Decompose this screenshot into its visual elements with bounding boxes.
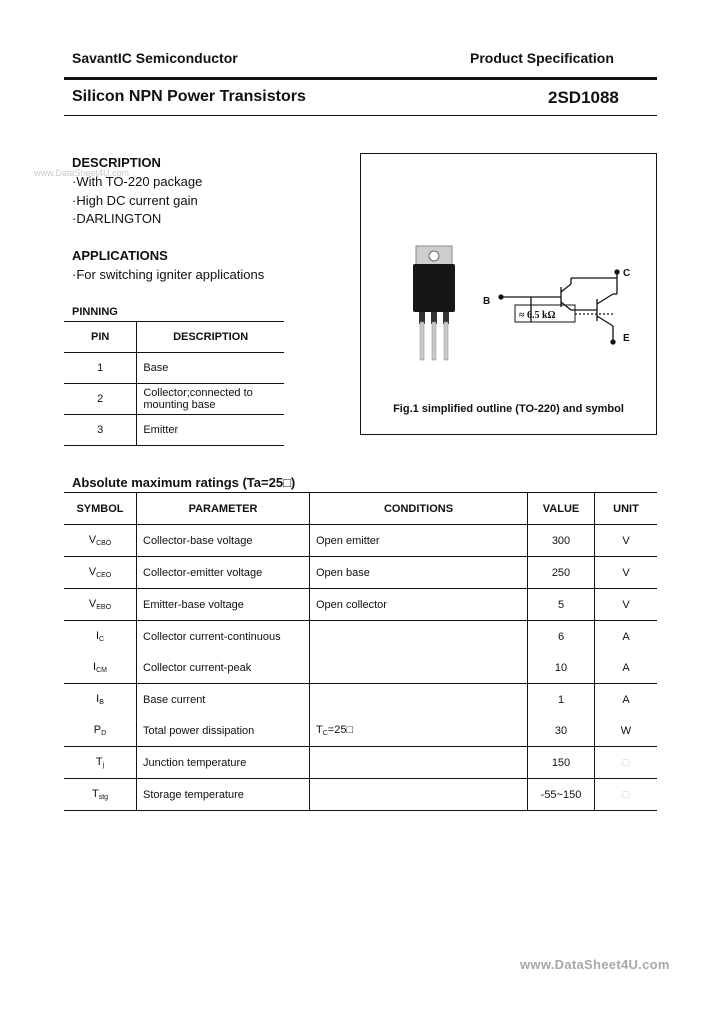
value-cell: 1 — [528, 684, 595, 716]
conditions-cell — [310, 779, 528, 811]
table-row — [64, 715, 657, 747]
pinning-title: PINNING — [72, 306, 118, 318]
value-cell: 30 — [528, 715, 595, 747]
ratings-title: Absolute maximum ratings (Ta=25□) — [72, 475, 296, 490]
table-row — [64, 684, 657, 716]
parameter-cell: Storage temperature — [137, 779, 310, 811]
description-item: ·With TO-220 package — [72, 174, 203, 189]
symbol-cell: $V_{CEO}$ — [64, 557, 137, 589]
conditions-cell — [310, 747, 528, 779]
unit-cell: A — [622, 630, 630, 643]
table-row — [64, 621, 657, 653]
applications-title: APPLICATIONS — [72, 248, 168, 263]
symbol-header: SYMBOL — [64, 493, 137, 525]
description-item: ·DARLINGTON — [72, 211, 162, 226]
unit-header: UNIT — [595, 493, 658, 525]
table-row — [64, 557, 657, 589]
parameter-cell: Collector current-peak — [137, 652, 310, 684]
pin-description: Emitter — [137, 415, 284, 446]
value-cell: -55~150 — [528, 779, 595, 811]
unit-cell: A — [595, 652, 658, 684]
to220-package-image — [413, 246, 455, 360]
unit-cell: V — [595, 525, 658, 557]
value-cell: 150 — [528, 747, 595, 779]
watermark-bottom[interactable]: www.DataSheet4U.com — [520, 957, 670, 972]
table-row — [64, 384, 284, 415]
value-cell: 10 — [528, 652, 595, 684]
company-name: SavantIC Semiconductor — [72, 50, 238, 66]
label-c: C — [623, 268, 631, 279]
symbol-cell: $I_{CM}$ — [64, 652, 137, 684]
description-title: DESCRIPTION — [72, 155, 161, 170]
title-rule — [64, 115, 657, 116]
parameter-cell: Collector-base voltage — [137, 525, 310, 557]
conditions-cell: Open collector — [310, 589, 528, 621]
pin-number: 3 — [64, 415, 137, 446]
parameter-cell: Emitter-base voltage — [137, 589, 310, 621]
table-row — [64, 353, 284, 384]
pin-description: Collector;connected to mounting base — [137, 384, 284, 415]
conditions-cell — [310, 652, 528, 684]
table-row — [64, 652, 657, 684]
darlington-symbol — [499, 270, 619, 344]
symbol-cell: $T_{stg}$ — [64, 779, 137, 811]
conditions-header: CONDITIONS — [310, 493, 528, 525]
conditions-cell — [310, 684, 528, 716]
parameter-cell: Junction temperature — [137, 747, 310, 779]
figure-caption: Fig.1 simplified outline (TO-220) and symbol — [393, 403, 624, 415]
applications-item: ·For switching igniter applications — [72, 267, 265, 282]
unit-cell: V — [595, 589, 658, 621]
symbol-cell: $I_B$ — [64, 684, 137, 716]
label-b: B — [483, 296, 491, 307]
pin-number: 1 — [64, 353, 137, 384]
table-row — [64, 589, 657, 621]
parameter-header: PARAMETER — [137, 493, 310, 525]
table-row — [64, 779, 657, 811]
value-header: VALUE — [528, 493, 595, 525]
ratings-table — [64, 492, 657, 811]
pin-header: PIN — [64, 322, 137, 353]
unit-cell: V — [595, 557, 658, 589]
symbol-cell: $I_C$ — [64, 621, 137, 653]
value-cell: 250 — [528, 557, 595, 589]
symbol-cell: $P_D$ — [64, 715, 137, 747]
unit-cell: A — [622, 693, 630, 706]
figure-box — [360, 153, 657, 435]
unit-cell: □ — [595, 747, 658, 779]
parameter-cell: Collector-emitter voltage — [137, 557, 310, 589]
parameter-cell: Collector current-continuous — [137, 621, 310, 653]
pin-description: Base — [137, 353, 284, 384]
header-rule — [64, 77, 657, 80]
figure-drawing — [361, 154, 658, 436]
conditions-cell: Open base — [310, 557, 528, 589]
unit-cell: □ — [595, 779, 658, 811]
symbol-cell: $T_j$ — [64, 747, 137, 779]
value-cell: 300 — [528, 525, 595, 557]
parameter-cell: Total power dissipation — [137, 715, 310, 747]
symbol-cell: $V_{CBO}$ — [64, 525, 137, 557]
description-item: ·High DC current gain — [72, 193, 198, 208]
conditions-cell — [310, 621, 528, 653]
value-cell: 5 — [528, 589, 595, 621]
pinning-table — [64, 321, 284, 446]
conditions-cell: $T_C=25□$ — [310, 715, 528, 747]
label-e: E — [623, 333, 630, 344]
page-title: Silicon NPN Power Transistors — [72, 88, 306, 105]
doc-type: Product Specification — [470, 50, 614, 66]
conditions-cell: Open emitter — [310, 525, 528, 557]
unit-cell: W — [595, 715, 658, 747]
table-row — [64, 747, 657, 779]
value-cell: 6 — [528, 621, 595, 653]
resistor-value: ≈ 6.5 kΩ — [519, 310, 556, 321]
symbol-cell: $V_{EBO}$ — [64, 589, 137, 621]
pin-description-header: DESCRIPTION — [137, 322, 284, 353]
pinning-header-row — [64, 322, 284, 353]
table-row — [64, 525, 657, 557]
ratings-header-row — [64, 493, 657, 525]
pin-number: 2 — [64, 384, 137, 415]
watermark-top[interactable]: www.DataSheet4U.com — [34, 168, 130, 178]
table-row — [64, 415, 284, 446]
part-number: 2SD1088 — [548, 88, 619, 107]
parameter-cell: Base current — [137, 684, 310, 716]
